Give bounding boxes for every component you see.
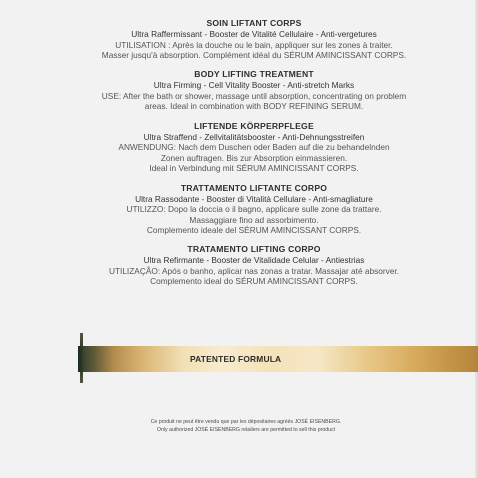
section-subtitle: Ultra Raffermissant - Booster de Vitalité Cellulaire - Anti-vergetures xyxy=(131,29,377,39)
section-line: UTILIZZO: Dopo la doccia o il bagno, applicare sulle zone da trattare. xyxy=(126,204,382,215)
retail-notice-line: Only authorized JOSÉ EISENBERG retailers are permitted to sell this product xyxy=(156,427,336,433)
section-line: Ideal in Verbindung mit SÉRUM AMINCISSANT CORPS. xyxy=(149,163,359,174)
section-subtitle: Ultra Refirmante - Booster de Vitalidade Celular - Antiestrias xyxy=(143,255,365,266)
section-line: areas. Ideal in combination with BODY REFINING SERUM. xyxy=(144,101,364,112)
section-line: ANWENDUNG: Nach dem Duschen oder Baden auf die zu behandelnden xyxy=(118,142,390,153)
section-title: BODY LIFTING TREATMENT xyxy=(194,69,314,80)
section-line: UTILIZAÇÃO: Após o banho, aplicar nas zonas a tratar. Massajar até absorver. xyxy=(108,266,400,277)
section-subtitle: Ultra Straffend - Zellvitalitätsbooster - Anti-Dehnungsstreifen xyxy=(143,131,365,142)
retail-notice-line: Ce produit ne peut être vendu que par les dépositaires agréés JOSÉ EISENBERG. xyxy=(150,419,342,425)
section-line: Complemento ideale del SÉRUM AMINCISSANT CORPS. xyxy=(146,225,362,236)
section-line: Masser jusqu'à absorption. Complément idéal du SÉRUM AMINCISSANT CORPS. xyxy=(101,50,407,60)
retail-notice xyxy=(96,418,396,434)
patented-formula-band xyxy=(78,346,478,372)
section-italian xyxy=(84,183,424,236)
section-line: USE: After the bath or shower, massage until absorption, concentrating on problem xyxy=(101,91,407,101)
section-subtitle: Ultra Firming - Cell Vitality Booster - Anti-stretch Marks xyxy=(153,80,355,91)
section-line: Massaggiare fino ad assorbimento. xyxy=(189,214,319,225)
instructions-block xyxy=(84,18,424,296)
section-english xyxy=(84,69,424,111)
section-line: Zonen auftragen. Bis zur Absorption einmassieren. xyxy=(160,152,348,163)
section-french xyxy=(84,18,424,60)
band-shadow xyxy=(78,346,84,372)
section-subtitle: Ultra Rassodante - Booster di Vitalità Cellulare - Anti-smagliature xyxy=(135,193,373,204)
section-german xyxy=(84,121,424,174)
section-title: SOIN LIFTANT CORPS xyxy=(206,18,302,28)
section-title: LIFTENDE KÖRPERPFLEGE xyxy=(194,120,314,131)
section-line: UTILISATION : Après la douche ou le bain, appliquer sur les zones à traiter. xyxy=(115,39,393,50)
section-title: TRATTAMENTO LIFTANTE CORPO xyxy=(180,182,328,193)
section-portuguese xyxy=(84,244,424,286)
band-label: PATENTED FORMULA xyxy=(190,354,282,364)
section-line: Complemento ideal do SÉRUM AMINCISSANT CORPS. xyxy=(150,276,358,287)
section-title: TRATAMENTO LIFTING CORPO xyxy=(187,244,321,255)
